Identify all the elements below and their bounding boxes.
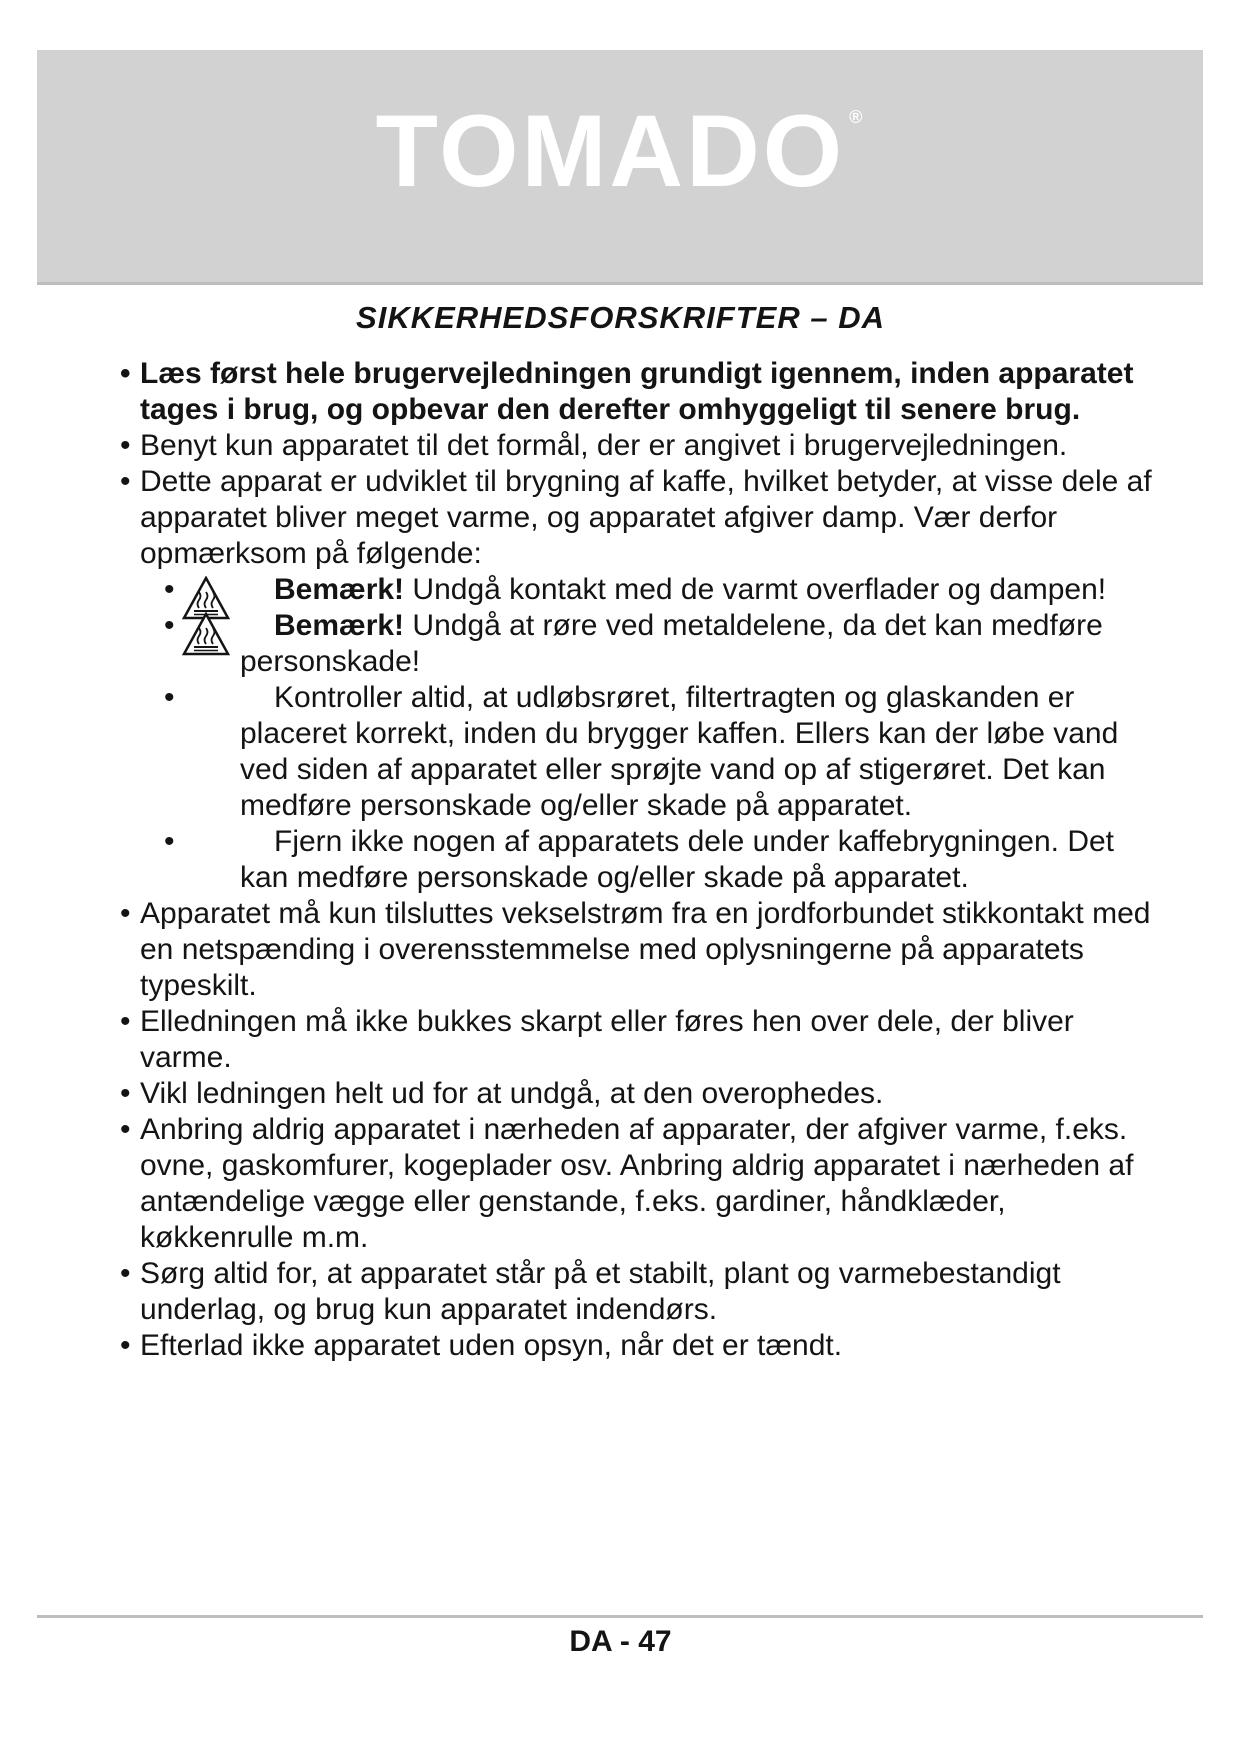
sub-list-text: Undgå at røre ved metaldelene, da det kan medføre personskade! (240, 609, 1103, 678)
list-item: • Efterlad ikke apparatet uden opsyn, når det er tændt. (120, 1328, 1160, 1364)
list-item: • Apparatet må kun tilsluttes vekselstrøm fra en jordforbundet stikkontakt med en netspænding i overensstemmelse med oplysningerne på apparatets typeskilt. (120, 896, 1160, 1004)
bullet-dot: • (164, 573, 175, 606)
registered-mark: ® (849, 107, 866, 127)
list-item: • Elledningen må ikke bukkes skarpt eller føres hen over dele, der bliver varme. (120, 1004, 1160, 1076)
sub-list-item (120, 680, 1160, 824)
list-item: • Læs først hele brugervejledningen grundigt igennem, inden apparatet tages i brug, og opbevar den derefter omhyggeligt til senere brug. (120, 356, 1160, 428)
list-item: • Anbring aldrig apparatet i nærheden af apparater, der afgiver varme, f.eks. ovne, gaskomfurer, kogeplader osv. Anbring aldrig apparatet i nærheden af antændelige vægge eller genstande, f.eks. gardiner, håndklæder, køkkenrulle m.m. (120, 1112, 1160, 1256)
list-item: • Vikl ledningen helt ud for at undgå, at den overophedes. (120, 1076, 1160, 1112)
hot-surface-warning-icon (182, 612, 230, 656)
sub-list-text: Fjern ikke nogen af apparatets dele under kaffebrygningen. Det kan medføre personskade og/eller skade på apparatet. (240, 825, 1114, 894)
sub-list-text: Undgå kontakt med de varmt overflader og dampen! (412, 573, 1107, 606)
list-item: • Sørg altid for, at apparatet står på et stabilt, plant og varmebestandigt underlag, og brug kun apparatet indendørs. (120, 1256, 1160, 1328)
list-item: • Benyt kun apparatet til det formål, der er angivet i brugervejledningen. (120, 428, 1160, 464)
list-item: • Dette apparat er udviklet til brygning af kaffe, hvilket betyder, at visse dele af apparatet bliver meget varme, og apparatet afgiver damp. Vær derfor opmærksom på følgende: (120, 464, 1160, 572)
sub-list-item (120, 572, 1160, 608)
safety-instructions (120, 356, 1160, 1364)
bullet-dot: • (164, 825, 175, 858)
brand-logo (0, 94, 1241, 208)
sub-list-item (120, 824, 1160, 896)
footer-divider (37, 1615, 1203, 1618)
page-number: DA - 47 (569, 1625, 672, 1658)
bullet-dot: • (164, 609, 175, 642)
sub-list-text: Kontroller altid, at udløbsrøret, filtertragten og glaskanden er placeret korrekt, inden du brygger kaffen. Ellers kan der løbe vand ved siden af apparatet eller sprøjte vand op af stigerøret. Det kan medføre personskade og/eller skade på apparatet. (240, 681, 1119, 822)
note-label: Bemærk! (274, 609, 405, 642)
page-title: SIKKERHEDSFORSKRIFTER – DA (356, 300, 885, 335)
logo-text: TOMADO (375, 94, 846, 208)
bullet-dot: • (164, 681, 175, 714)
note-label: Bemærk! (274, 573, 405, 606)
sub-list-item (120, 608, 1160, 680)
